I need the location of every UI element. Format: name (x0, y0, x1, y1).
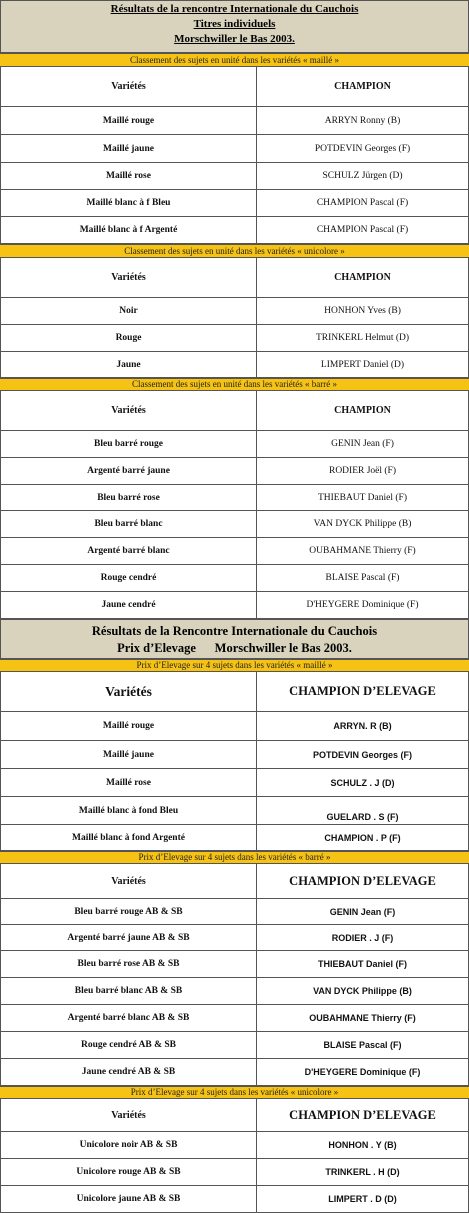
table-row (0, 190, 469, 217)
variety-cell: Rouge cendré AB & SB (1, 1032, 257, 1058)
column-header-variety: Variétés (1, 672, 257, 711)
champion-cell: LIMPERT Daniel (D) (320, 359, 405, 370)
champion-cell: RODIER . J (F) (331, 932, 394, 943)
table-row (0, 978, 469, 1005)
variety-cell: Rouge (1, 325, 257, 351)
individual-title-header (0, 0, 469, 53)
variety-cell: Bleu barré rouge (1, 431, 257, 457)
table-row (0, 1032, 469, 1059)
variety-cell: Argenté barré blanc AB & SB (1, 1005, 257, 1031)
variety-cell: Bleu barré rose AB & SB (1, 951, 257, 977)
champion-cell: POTDEVIN Georges (F) (312, 749, 412, 760)
champion-cell: D'HEYGERE Dominique (F) (306, 600, 419, 610)
variety-cell: Maillé rose (1, 769, 257, 796)
variety-cell: Maillé rouge (1, 712, 257, 740)
champion-cell: BLAISE Pascal (F) (325, 573, 400, 583)
table-row (0, 951, 469, 978)
champion-cell: GUELARD . S (F) (326, 812, 399, 822)
column-header-variety: Variétés (1, 67, 257, 106)
column-header-variety: Variétés (1, 258, 257, 297)
table-row (0, 511, 469, 538)
champion-cell: D'HEYGERE Dominique (F) (304, 1067, 421, 1077)
champion-cell: OUBAHMANE Thierry (F) (309, 546, 416, 556)
champion-cell: BLAISE Pascal (F) (323, 1040, 402, 1050)
column-header-variety: Variétés (1, 391, 257, 430)
champion-cell: TRINKERL Helmut (D) (315, 333, 410, 343)
variety-cell: Jaune (1, 352, 257, 377)
champion-cell: CHAMPION Pascal (F) (316, 198, 409, 208)
table-row (0, 741, 469, 769)
column-header-variety: Variétés (1, 1099, 257, 1131)
champion-cell: ARRYN Ronny (B) (324, 115, 401, 126)
table-row (0, 1132, 469, 1159)
table-row (0, 298, 469, 325)
table-row (0, 352, 469, 378)
variety-cell: Maillé blanc à f Bleu (1, 190, 257, 216)
variety-cell: Unicolore noir AB & SB (1, 1132, 257, 1158)
variety-cell: Argenté barré jaune (1, 458, 257, 484)
column-header-row (0, 864, 469, 899)
champion-cell: THIEBAUT Daniel (F) (317, 492, 407, 503)
variety-cell: Jaune cendré AB & SB (1, 1059, 257, 1085)
variety-cell: Maillé jaune (1, 741, 257, 768)
table-row (0, 825, 469, 851)
table-row (0, 565, 469, 592)
table-row (0, 1186, 469, 1213)
column-header-row (0, 391, 469, 431)
variety-cell: Bleu barré blanc AB & SB (1, 978, 257, 1004)
breeding-title-line1: Résultats de la Rencontre Internationale du Cauchois (91, 624, 378, 638)
table-row (0, 217, 469, 244)
champion-cell: POTDEVIN Georges (F) (314, 143, 411, 154)
variety-cell: Argenté barré blanc (1, 538, 257, 564)
column-header-champion: CHAMPION (334, 405, 391, 416)
champion-cell: VAN DYCK Philippe (B) (313, 519, 412, 529)
section-band-barre: Classement des sujets en unité dans les variétés « barré » (0, 378, 469, 391)
champion-cell: LIMPERT . D (D) (328, 1194, 397, 1204)
table-row (0, 899, 469, 925)
section-band-maille: Classement des sujets en unité dans les variétés « maillé » (0, 53, 469, 67)
variety-cell: Maillé rouge (1, 107, 257, 134)
table-row (0, 592, 469, 619)
variety-cell: Maillé blanc à fond Bleu (1, 797, 257, 824)
column-header-variety: Variétés (1, 864, 257, 898)
table-row (0, 797, 469, 825)
section-band-unicolore: Prix d’Elevage sur 4 sujets dans les variétés « unicolore » (0, 1086, 469, 1099)
column-header-champion: CHAMPION D’ELEVAGE (289, 684, 436, 698)
variety-cell: Maillé rose (1, 163, 257, 189)
section-band-maille: Prix d’Elevage sur 4 sujets dans les variétés « maillé » (0, 659, 469, 672)
column-header-champion: CHAMPION D’ELEVAGE (289, 873, 436, 888)
champion-cell: CHAMPION Pascal (F) (316, 225, 409, 235)
table-row (0, 325, 469, 352)
column-header-row (0, 1099, 469, 1132)
table-row (0, 1159, 469, 1186)
table-row (0, 925, 469, 951)
champion-cell: RODIER Joël (F) (328, 466, 397, 476)
champion-cell: OUBAHMANE Thierry (F) (309, 1013, 416, 1023)
variety-cell: Bleu barré rouge AB & SB (1, 899, 257, 924)
variety-cell: Argenté barré jaune AB & SB (1, 925, 257, 950)
column-header-champion: CHAMPION (334, 272, 391, 283)
column-header-champion: CHAMPION (334, 81, 391, 92)
table-row (0, 163, 469, 190)
champion-cell: SCHULZ Jürgen (D) (322, 171, 403, 181)
table-row (0, 1005, 469, 1032)
champion-cell: SCHULZ . J (D) (330, 777, 395, 788)
column-header-row (0, 672, 469, 712)
table-row (0, 135, 469, 163)
champion-cell: HONHON . Y (B) (328, 1140, 397, 1150)
individual-title-line2: Titres individuels (193, 18, 276, 30)
table-row (0, 769, 469, 797)
variety-cell: Maillé jaune (1, 135, 257, 162)
variety-cell: Unicolore rouge AB & SB (1, 1159, 257, 1185)
variety-cell: Rouge cendré (1, 565, 257, 591)
champion-cell: VAN DYCK Philippe (B) (313, 986, 412, 996)
variety-cell: Maillé blanc à fond Argenté (1, 825, 257, 850)
champion-cell: GENIN Jean (F) (329, 906, 396, 917)
column-header-row (0, 67, 469, 107)
champion-cell: TRINKERL . H (D) (325, 1167, 400, 1177)
variety-cell: Bleu barré blanc (1, 511, 257, 537)
individual-title-line1: Résultats de la rencontre Internationale du Cauchois (110, 3, 359, 15)
table-row (0, 1059, 469, 1086)
individual-title-line3: Morschwiller le Bas 2003. (174, 33, 295, 45)
table-row (0, 107, 469, 135)
breeding-title-line2: Prix d’Elevage Morschwiller le Bas 2003. (117, 641, 352, 655)
table-row (0, 538, 469, 565)
breeding-title-header (0, 619, 469, 659)
champion-cell: GENIN Jean (F) (331, 439, 394, 449)
variety-cell: Noir (1, 298, 257, 324)
table-row (0, 712, 469, 741)
table-row (0, 431, 469, 458)
table-row (0, 485, 469, 511)
table-row (0, 458, 469, 485)
column-header-row (0, 258, 469, 298)
champion-cell: ARRYN. R (B) (333, 721, 392, 731)
champion-cell: THIEBAUT Daniel (F) (318, 959, 407, 969)
variety-cell: Jaune cendré (1, 592, 257, 618)
champion-cell: HONHON Yves (B) (324, 306, 401, 316)
section-band-unicolore: Classement des sujets en unité dans les variétés « unicolore » (0, 244, 469, 258)
variety-cell: Bleu barré rose (1, 485, 257, 510)
champion-cell: CHAMPION . P (F) (324, 832, 401, 843)
section-band-barre: Prix d’Elevage sur 4 sujets dans les variétés « barré » (0, 851, 469, 864)
column-header-champion: CHAMPION D’ELEVAGE (289, 1107, 436, 1122)
variety-cell: Maillé blanc à f Argenté (1, 217, 257, 243)
variety-cell: Unicolore jaune AB & SB (1, 1186, 257, 1212)
